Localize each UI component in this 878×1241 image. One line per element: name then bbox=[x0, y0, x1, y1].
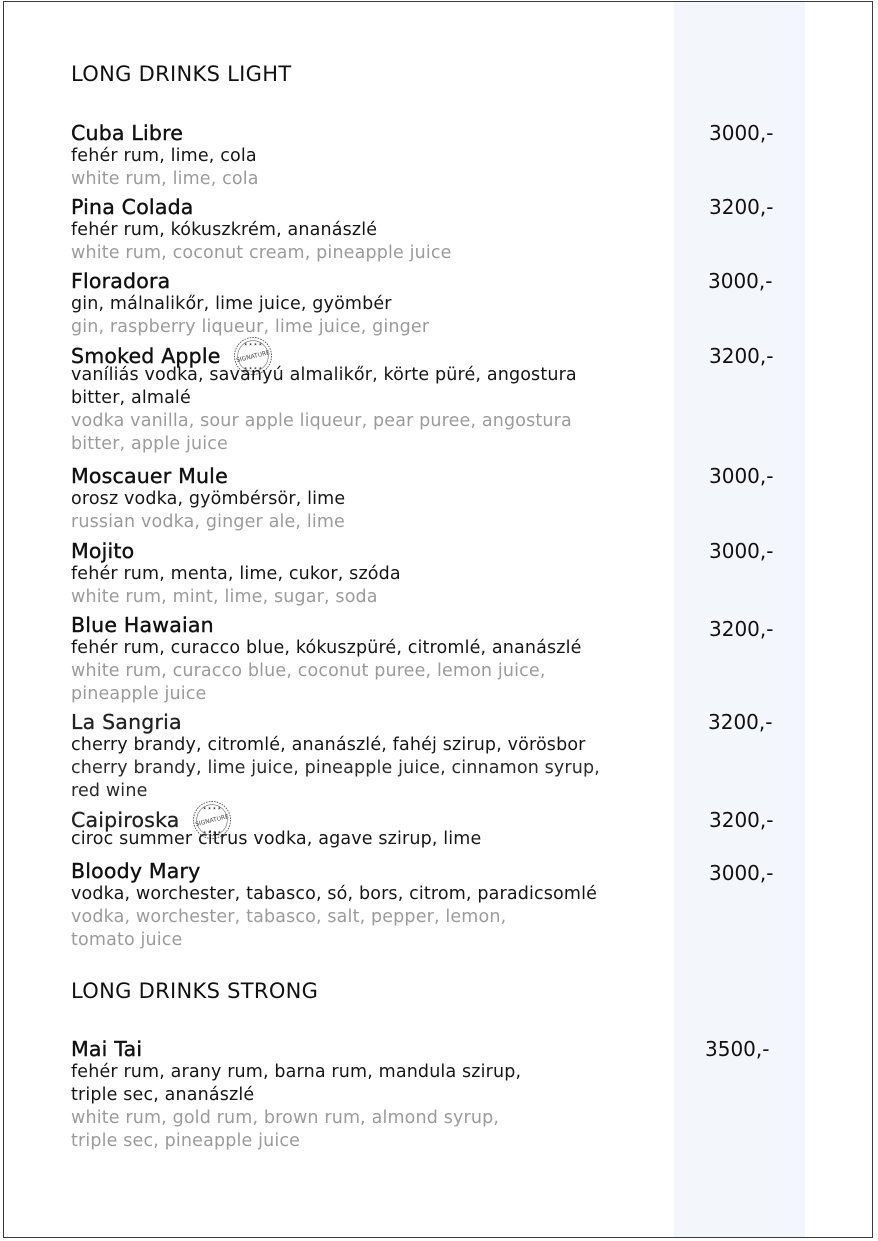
menu-item-la-sangria bbox=[71, 710, 851, 803]
item-description-hu: cherry brandy, citromlé, ananászlé, fahéj szirup, vörösbor bbox=[71, 735, 586, 755]
item-description-hu: fehér rum, kókuszkrém, ananászlé bbox=[71, 220, 378, 240]
item-description-hu: fehér rum, curacco blue, kókuszpüré, citromlé, ananászlé bbox=[71, 638, 582, 658]
item-price: 3000,- bbox=[709, 464, 774, 488]
item-name: Cuba Libre bbox=[71, 121, 184, 145]
item-description-hu: vaníliás vodka, savanyú almalikőr, körte püré, angostura bbox=[71, 365, 577, 385]
item-description-en: white rum, mint, lime, sugar, soda bbox=[71, 587, 378, 607]
item-description-hu: ciroc summer citrus vodka, agave szirup, lime bbox=[71, 829, 482, 849]
item-price: 3000,- bbox=[708, 269, 773, 293]
menu-item-pina-colada bbox=[71, 195, 851, 265]
item-description-hu: triple sec, ananászlé bbox=[71, 1085, 255, 1105]
item-description-hu: bitter, almalé bbox=[71, 388, 191, 408]
item-price: 3200,- bbox=[709, 195, 774, 219]
item-description-en: white rum, curacco blue, coconut puree, lemon juice, bbox=[71, 661, 546, 681]
item-description-en: white rum, coconut cream, pineapple juice bbox=[71, 243, 452, 263]
item-description-en: russian vodka, ginger ale, lime bbox=[71, 512, 345, 532]
item-description-hu: fehér rum, lime, cola bbox=[71, 146, 257, 166]
section-title-long-drinks-light: LONG DRINKS LIGHT bbox=[71, 62, 292, 86]
item-price: 3000,- bbox=[709, 861, 774, 885]
item-description-en: vodka, worchester, tabasco, salt, pepper, lemon, bbox=[71, 907, 507, 927]
item-name: La Sangria bbox=[71, 710, 182, 734]
item-price: 3000,- bbox=[709, 539, 774, 563]
svg-text:SIGNATURE: SIGNATURE bbox=[194, 813, 230, 829]
menu-item-mai-tai bbox=[71, 1037, 851, 1153]
item-name: Blue Hawaian bbox=[71, 613, 214, 637]
item-description-en: tomato juice bbox=[71, 930, 183, 950]
item-description-en: red wine bbox=[71, 781, 148, 801]
menu-item-moscauer-mule bbox=[71, 464, 851, 534]
item-price: 3000,- bbox=[709, 121, 774, 145]
item-name: Bloody Mary bbox=[71, 859, 201, 883]
item-price: 3200,- bbox=[708, 710, 773, 734]
section-title-long-drinks-strong: LONG DRINKS STRONG bbox=[71, 979, 319, 1003]
menu-item-caipiroska bbox=[71, 808, 851, 851]
item-name: Pina Colada bbox=[71, 195, 194, 219]
item-description-en: vodka vanilla, sour apple liqueur, pear puree, angostura bbox=[71, 411, 572, 431]
item-name: Moscauer Mule bbox=[71, 464, 228, 488]
item-description-en: pineapple juice bbox=[71, 684, 207, 704]
item-name: Mojito bbox=[71, 539, 135, 563]
item-description-hu: fehér rum, menta, lime, cukor, szóda bbox=[71, 564, 401, 584]
item-name: Smoked Apple bbox=[71, 344, 221, 368]
menu-item-cuba-libre bbox=[71, 121, 851, 191]
item-description-en: triple sec, pineapple juice bbox=[71, 1131, 301, 1151]
item-price: 3200,- bbox=[709, 808, 774, 832]
item-description-en: gin, raspberry liqueur, lime juice, ginger bbox=[71, 317, 430, 337]
item-description-en: bitter, apple juice bbox=[71, 434, 228, 454]
item-description-en: white rum, gold rum, brown rum, almond syrup, bbox=[71, 1108, 500, 1128]
menu-item-smoked-apple bbox=[71, 344, 851, 456]
item-name: Mai Tai bbox=[71, 1037, 143, 1061]
menu-item-bloody-mary bbox=[71, 859, 851, 952]
item-name: Floradora bbox=[71, 269, 171, 293]
item-description-hu: gin, málnalikőr, lime juice, gyömbér bbox=[71, 294, 392, 314]
item-description-hu: fehér rum, arany rum, barna rum, mandula szirup, bbox=[71, 1062, 522, 1082]
item-description-en: cherry brandy, lime juice, pineapple juice, cinnamon syrup, bbox=[71, 758, 600, 778]
item-price: 3200,- bbox=[709, 617, 774, 641]
item-name: Caipiroska bbox=[71, 808, 180, 832]
menu-item-mojito bbox=[71, 539, 851, 609]
item-price: 3500,- bbox=[705, 1037, 770, 1061]
item-description-hu: orosz vodka, gyömbérsör, lime bbox=[71, 489, 346, 509]
item-description-hu: vodka, worchester, tabasco, só, bors, citrom, paradicsomlé bbox=[71, 884, 597, 904]
svg-text:SIGNATURE: SIGNATURE bbox=[235, 349, 271, 365]
item-price: 3200,- bbox=[709, 344, 774, 368]
menu-item-blue-hawaian bbox=[71, 613, 851, 706]
item-description-en: white rum, lime, cola bbox=[71, 169, 259, 189]
menu-item-floradora bbox=[71, 269, 851, 339]
